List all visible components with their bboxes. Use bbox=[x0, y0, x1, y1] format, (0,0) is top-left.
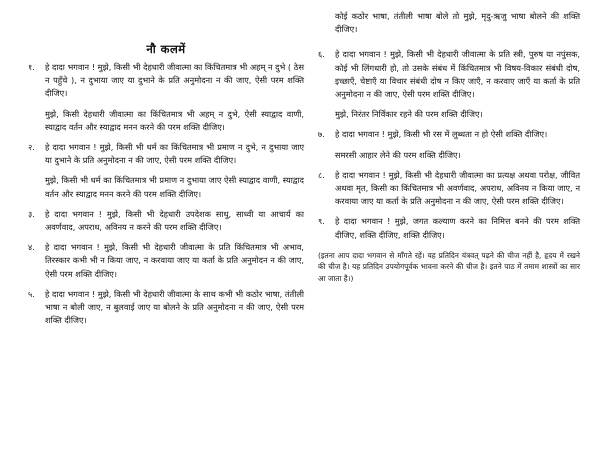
item-text: हे दादा भगवान ! मुझे, किसी भी देहधारी जीवात्मा के साथ कभी भी कठोर भाषा, तंतीली भाषा न बोली जाए, न बुलवाई जाए या बोलने के प्रति अनुमोदना न की जाए, ऐसी परम शक्ति दीजिए। bbox=[45, 288, 304, 326]
item-subtext: मुझे, किसी देहधारी जीवात्मा का किंचितमात्र भी अहम् न दुभे, ऐसी स्याद्वाद वाणी, स्याद्वाद वर्तन और स्याद्वाद मनन करने की परम शक्ति दीजिए। bbox=[45, 108, 304, 132]
item-text: हे दादा भगवान ! मुझे, किसी भी रस में लुब्धता न हो ऐसी शक्ति दीजिए। bbox=[335, 129, 548, 140]
item-number: ८. bbox=[318, 169, 325, 180]
item-text: हे दादा भगवान ! मुझे, किसी भी देहधारी जीवात्मा के प्रति स्त्री, पुरुष या नपुंसक, कोई भी लिंगधारी हो, तो उसके संबंध में किंचितमात्र भी विषय-विकार संबंधी दोष, इच्छाएँ, चेष्टाएँ या विचार संबंधी दोष न किए जाएँ, न करवाए जाएँ या कर्ता के प्रति अनुमोदना न की जाए, ऐसी परम शक्ति दीजिए। bbox=[335, 49, 580, 100]
item-text: हे दादा भगवान ! मुझे, किसी भी धर्म का किंचितमात्र भी प्रमाण न दुभे, न दुभाया जाए या दुभाने के प्रति अनुमोदना न की जाए, ऐसी परम शक्ति दीजिए। bbox=[45, 142, 304, 166]
list-item bbox=[28, 141, 304, 167]
continued-text: कोई कठोर भाषा, तंतीली भाषा बोले तो मुझे, मृदु-ऋजु भाषा बोलने की शक्ति दीजिए। bbox=[335, 11, 580, 35]
item-text: हे दादा भगवान ! मुझे, किसी भी देहधारी जीवात्मा का प्रत्यक्ष अथवा परोक्ष, जीवित अथवा मृत, किसी का किंचितमात्र भी अवर्णवाद, अपराध, अविनय न किया जाए, न करवाया जाए या कर्ता के प्रति अनुमोदना न की जाए, ऐसी परम शक्ति दीजिए। bbox=[335, 169, 580, 207]
item-number: ९. bbox=[318, 216, 325, 227]
item-subtext: समरसी आहार लेने की परम शक्ति दीजिए। bbox=[335, 149, 461, 160]
item-number: ७. bbox=[318, 129, 325, 140]
list-item bbox=[28, 288, 304, 328]
list-item bbox=[28, 241, 304, 281]
list-item bbox=[318, 215, 580, 241]
item-number: २. bbox=[28, 142, 35, 153]
page-title: नौ कलमें bbox=[146, 42, 186, 56]
right-column bbox=[318, 10, 580, 284]
item-text: हे दादा भगवान ! मुझे, किसी भी देहधारी जीवात्मा का किंचितमात्र भी अहम् न दुभे ( ठेस न पहुँचे ), न दुभाया जाए या दुभाने के प्रति अनुमोदना न की जाए, ऐसी परम शक्ति दीजिए। bbox=[45, 62, 304, 99]
item-number: ६. bbox=[318, 49, 325, 60]
item-subtext: मुझे, किसी भी धर्म का किंचितमात्र भी प्रमाण न दुभाया जाए ऐसी स्याद्वाद वाणी, स्याद्वाद वर्तन और स्याद्वाद मनन करने की परम शक्ति दीजिए। bbox=[45, 175, 304, 199]
item-number: ५. bbox=[28, 288, 35, 299]
item-number: ३. bbox=[28, 208, 35, 219]
item-text: हे दादा भगवान ! मुझे, जगत कल्याण करने का निमित्त बनने की परम शक्ति दीजिए, शक्ति दीजिए, शक्ति दीजिए। bbox=[335, 216, 580, 240]
left-column bbox=[28, 42, 304, 334]
item-text: हे दादा भगवान ! मुझे, किसी भी देहधारी जीवात्मा के प्रति किंचितमात्र भी अभाव, तिरस्कार कभी भी न किया जाए, न करवाया जाए या कर्ता के प्रति अनुमोदन न की जाए, ऐसी परम शक्ति दीजिए। bbox=[45, 242, 304, 279]
list-item bbox=[28, 208, 304, 234]
footnote: (इतना आप दादा भगवान से माँगते रहें। यह प्रतिदिन यंत्रवत् पढ़ने की चीज नहीं है, हृदय में रखने की चीज है। यह प्रतिदिन उपयोगपूर्वक भावना करने की चीज है। इतने पाठ में तमाम शास्त्रों का सार आ जाता है।) bbox=[318, 250, 580, 283]
list-item bbox=[318, 48, 580, 101]
list-item bbox=[318, 169, 580, 209]
list-item bbox=[318, 128, 580, 141]
item-subtext: मुझे, निरंतर निर्विकार रहने की परम शक्ति दीजिए। bbox=[335, 109, 483, 120]
item-number: १. bbox=[28, 62, 35, 72]
item-text: हे दादा भगवान ! मुझे, किसी भी देहधारी उपदेशक साधु, साध्वी या आचार्य का अवर्णवाद, अपराध, अविनय न करने की परम शक्ति दीजिए। bbox=[45, 208, 304, 233]
list-item bbox=[28, 61, 304, 101]
item-number: ४. bbox=[28, 242, 35, 253]
